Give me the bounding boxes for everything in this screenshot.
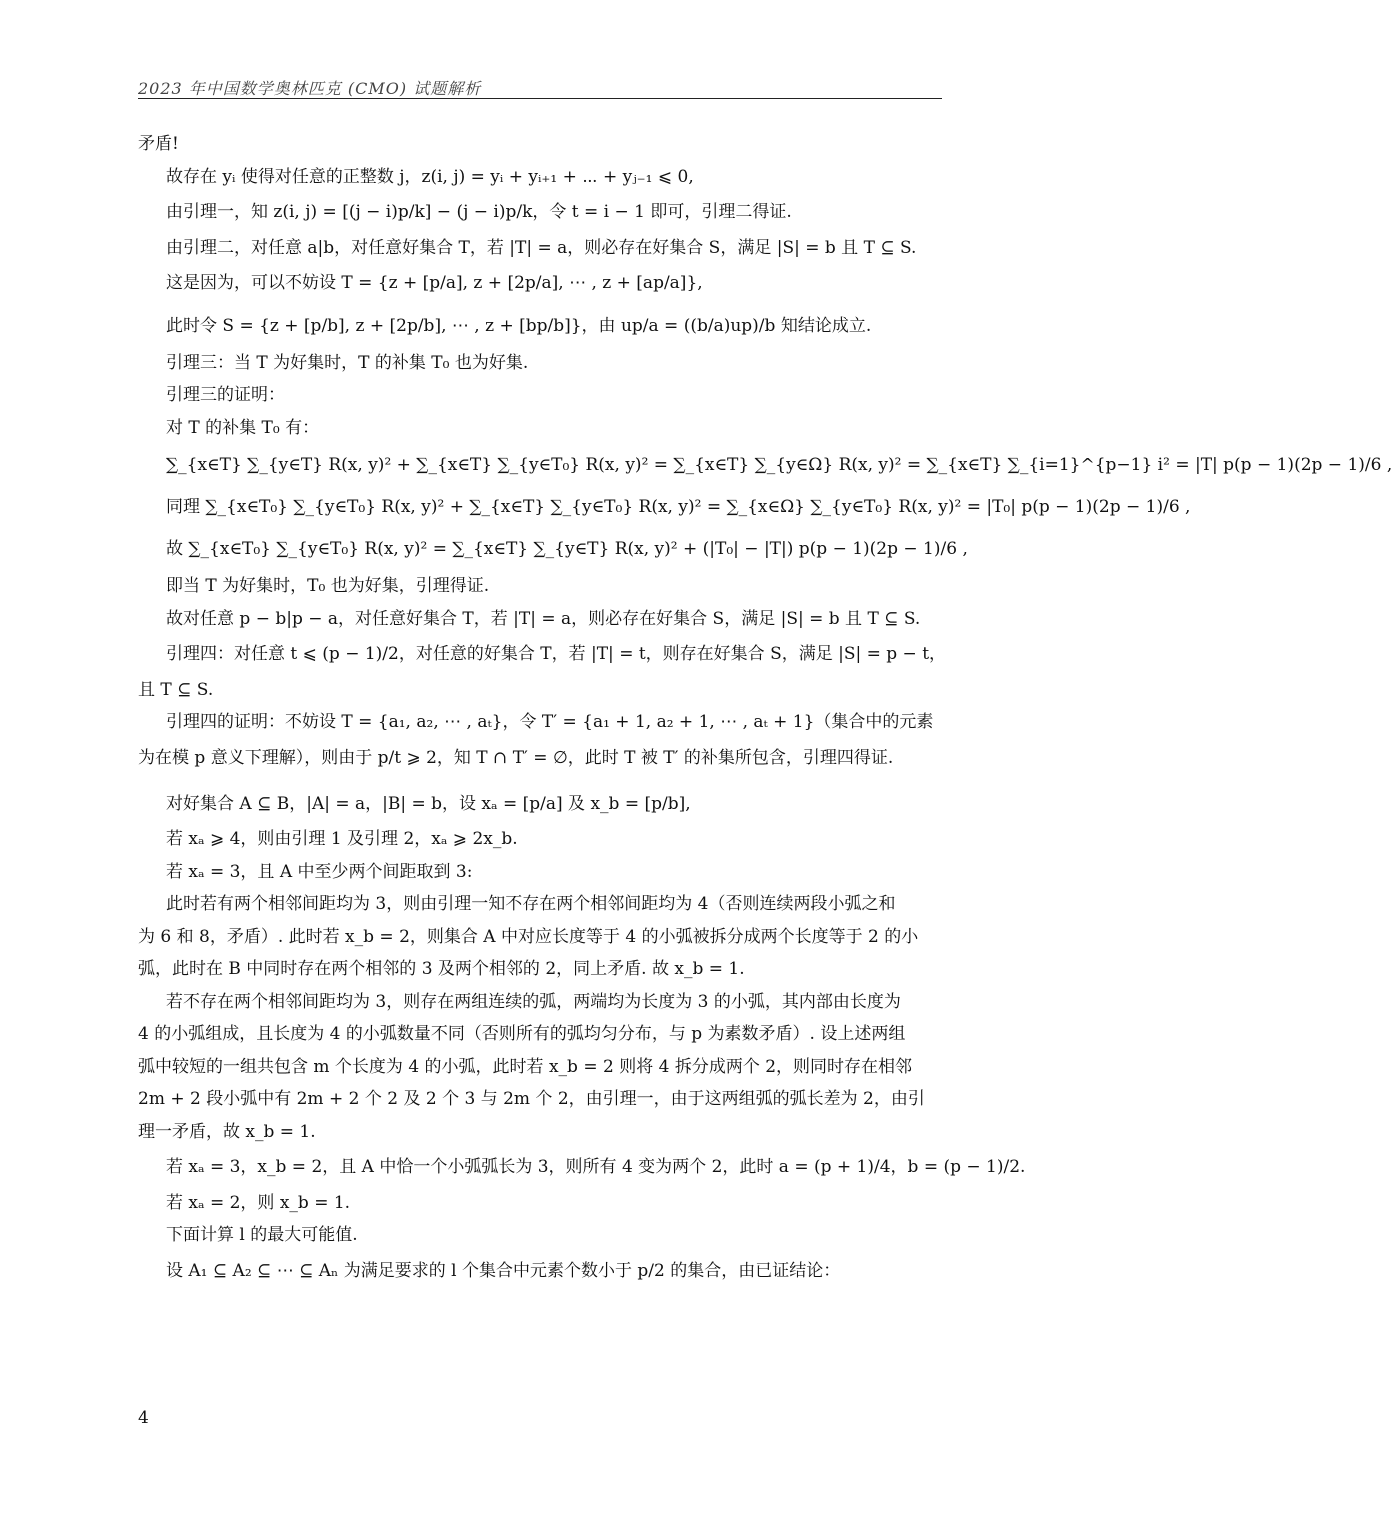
text-line: 此时令 S = {z + [p/b], z + [2p/b], ⋯ , z + [bp/b]}，由 up/a = ((b/a)up)/b 知结论成立. [166,315,872,336]
text-line: 设 A₁ ⊆ A₂ ⊆ ⋯ ⊆ Aₙ 为满足要求的 l 个集合中元素个数小于 p/2 的集合，由已证结论： [166,1260,841,1281]
text-line: 理一矛盾，故 x_b = 1. [138,1121,316,1142]
text-line: 故存在 yᵢ 使得对任意的正整数 j，z(i, j) = yᵢ + yᵢ₊₁ + ⋯ + yⱼ₋₁ ⩽ 0, [166,166,694,187]
text-line: 即当 T 为好集时，T₀ 也为好集，引理得证. [166,576,490,596]
text-line: 对好集合 A ⊆ B，|A| = a，|B| = b，设 xₐ = [p/a] 及 x_b = [p/b], [166,793,691,814]
text-line: 为在模 p 意义下理解），则由于 p/t ⩾ 2，知 T ∩ T′ = ∅，此时 T 被 T′ 的补集所包含，引理四得证. [138,747,894,768]
text-line: 弧中较短的一组共包含 m 个长度为 4 的小弧，此时若 x_b = 2 则将 4 拆分成两个 2，则同时存在相邻 [138,1056,913,1077]
text-line: 由引理二，对任意 a|b，对任意好集合 T，若 |T| = a，则必存在好集合 S，满足 |S| = b 且 T ⊆ S. [166,237,917,258]
equation-line: ∑_{x∈T} ∑_{y∈T} R(x, y)² + ∑_{x∈T} ∑_{y∈T₀} R(x, y)² = ∑_{x∈T} ∑_{y∈Ω} R(x, y)² = ∑_{x∈T} ∑_{i=1}^{p−1} i² = |T| p(p − 1)(2p − 1)/6 , [166,455,1392,475]
text-line: 若不存在两个相邻间距均为 3，则存在两组连续的弧，两端均为长度为 3 的小弧，其内部由长度为 [166,991,901,1012]
text-line: 此时若有两个相邻间距均为 3，则由引理一知不存在两个相邻间距均为 4（否则连续两段小弧之和 [166,894,896,914]
proof-heading: 引理三的证明： [166,385,285,405]
text-line: 矛盾! [138,134,179,154]
text-line: 故对任意 p − b|p − a，对任意好集合 T，若 |T| = a，则必存在好集合 S，满足 |S| = b 且 T ⊆ S. [166,608,921,629]
text-line: 下面计算 l 的最大可能值. [166,1225,358,1245]
equation-line: 同理 ∑_{x∈T₀} ∑_{y∈T₀} R(x, y)² + ∑_{x∈T} ∑_{y∈T₀} R(x, y)² = ∑_{x∈Ω} ∑_{y∈T₀} R(x, y)² = |T₀| p(p − 1)(2p − 1)/6 , [166,497,1191,517]
text-line: 且 T ⊆ S. [138,679,214,700]
lemma-heading: 引理四：对任意 t ⩽ (p − 1)/2，对任意的好集合 T，若 |T| = t，则存在好集合 S，满足 |S| = p − t， [166,644,947,664]
page-body [138,132,1392,1294]
lemma-heading: 引理三：当 T 为好集时，T 的补集 T₀ 也为好集. [166,352,529,373]
text-line: 由引理一，知 z(i, j) = [(j − i)p/k] − (j − i)p/k，令 t = i − 1 即可，引理二得证. [166,202,792,222]
header-rule [138,98,942,99]
text-line: 为 6 和 8，矛盾）. 此时若 x_b = 2，则集合 A 中对应长度等于 4 的小弧被拆分成两个长度等于 2 的小 [138,926,919,947]
text-line: 这是因为，可以不妨设 T = {z + [p/a], z + [2p/a], ⋯ , z + [ap/a]}, [166,273,703,293]
proof-heading: 引理四的证明：不妨设 T = {a₁, a₂, ⋯ , aₜ}，令 T′ = {a₁ + 1, a₂ + 1, ⋯ , aₜ + 1}（集合中的元素 [166,712,934,732]
text-line: 若 xₐ ⩾ 4，则由引理 1 及引理 2，xₐ ⩾ 2x_b. [166,829,518,849]
text-line: 若 xₐ = 3，x_b = 2，且 A 中恰一个小弧弧长为 3，则所有 4 变为两个 2，此时 a = (p + 1)/4，b = (p − 1)/2. [166,1157,1026,1177]
text-line: 2m + 2 段小弧中有 2m + 2 个 2 及 2 个 3 与 2m 个 2，由引理一，由于这两组弧的弧长差为 2，由引 [138,1089,925,1109]
text-line: 对 T 的补集 T₀ 有： [166,417,320,438]
running-header: 2023 年中国数学奥林匹克 (CMO) 试题解析 [138,79,482,98]
text-line: 若 xₐ = 3，且 A 中至少两个间距取到 3: [166,861,473,882]
page-number: 4 [138,1408,149,1428]
text-line: 若 xₐ = 2，则 x_b = 1. [166,1192,351,1213]
equation-line: 故 ∑_{x∈T₀} ∑_{y∈T₀} R(x, y)² = ∑_{x∈T} ∑_{y∈T} R(x, y)² + (|T₀| − |T|) p(p − 1)(2p − 1)/6 , [166,539,968,559]
text-line: 4 的小弧组成，且长度为 4 的小弧数量不同（否则所有的弧均匀分布，与 p 为素数矛盾）. 设上述两组 [138,1024,906,1044]
text-line: 弧，此时在 B 中同时存在两个相邻的 3 及两个相邻的 2，同上矛盾. 故 x_b = 1. [138,959,745,979]
